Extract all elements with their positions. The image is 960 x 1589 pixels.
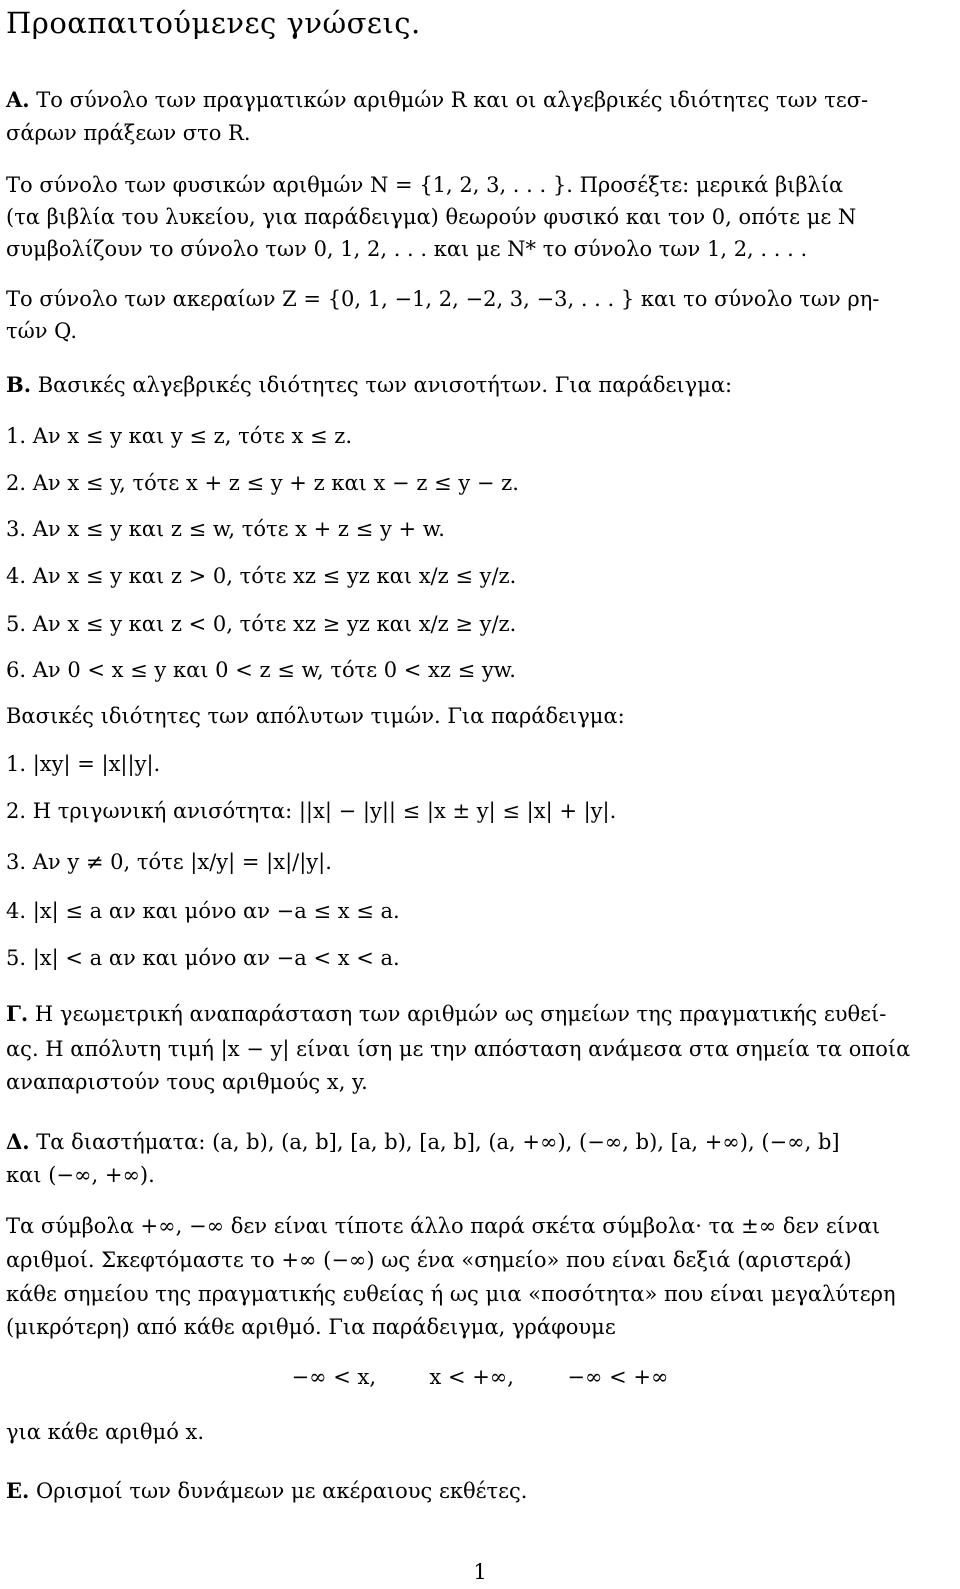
section-c-line-1 [6, 1000, 952, 1028]
section-c-text-1: Η γεωμετρική αναπαράσταση των αριθμών ως σημείων της πραγματικής ευθεί- [28, 1002, 887, 1026]
absolute-value-item: 2. Η τριγωνική ανισότητα: ||x| − |y|| ≤ |x ± y| ≤ |x| + |y|. [6, 799, 617, 823]
section-d-line-2: και (−∞, +∞). [6, 1163, 155, 1187]
display-equation: −∞ < x, x < +∞, −∞ < +∞ [291, 1365, 669, 1389]
section-c-line-3: αναπαριστούν τους αριθμούς x, y. [6, 1070, 368, 1094]
absolute-value-item: 1. |xy| = |x||y|. [6, 752, 161, 776]
section-d-text-1: Τα διαστήματα: (a, b), (a, b], [a, b), [a, b], (a, +∞), (−∞, b), [a, +∞), (−∞, b] [29, 1130, 840, 1154]
section-b-intro-text: Βασικές αλγεβρικές ιδιότητες των ανισοτήτων. Για παράδειγμα: [31, 373, 733, 397]
page-number: 1 [473, 1560, 487, 1584]
section-e-text: Ορισμοί των δυνάμεων με ακέραιους εκθέτες. [29, 1479, 528, 1503]
absolute-value-intro: Βασικές ιδιότητες των απόλυτων τιμών. Για παράδειγμα: [6, 704, 625, 728]
section-a-heading: Α. [6, 87, 30, 112]
symbols-paragraph-line: κάθε σημείου της πραγματικής ευθείας ή ως μια «ποσότητα» που είναι μεγαλύτερη [6, 1282, 896, 1306]
naturals-line-2: (τα βιβλία του λυκείου, για παράδειγμα) θεωρούν φυσικό και τον 0, οπότε με N [6, 205, 857, 229]
section-e-heading: Ε. [6, 1478, 30, 1503]
inequality-item: 6. Αν 0 < x ≤ y και 0 < z ≤ w, τότε 0 < xz ≤ yw. [6, 658, 516, 682]
section-c-line-2: ας. Η απόλυτη τιμή |x − y| είναι ίση με την απόσταση ανάμεσα στα σημεία τα οποία [6, 1037, 911, 1061]
section-b-intro [6, 371, 952, 399]
page-title: Προαπαιτούμενες γνώσεις. [6, 6, 421, 40]
naturals-line-1: Το σύνολο των φυσικών αριθμών N = {1, 2, 3, . . . }. Προσέξτε: μερικά βιβλία [6, 173, 844, 197]
section-c-heading: Γ. [6, 1001, 29, 1026]
section-e-line [6, 1477, 952, 1505]
section-d-heading: Δ. [6, 1129, 30, 1154]
symbols-paragraph-line: (μικρότερη) από κάθε αριθμό. Για παράδειγμα, γράφουμε [6, 1315, 616, 1339]
section-d-line-1 [6, 1128, 952, 1156]
inequality-item: 2. Αν x ≤ y, τότε x + z ≤ y + z και x − z ≤ y − z. [6, 471, 519, 495]
symbols-paragraph-line: Τα σύμβολα +∞, −∞ δεν είναι τίποτε άλλο παρά σκέτα σύμβολα· τα ±∞ δεν είναι [6, 1214, 881, 1238]
display-equation-caption: για κάθε αριθμό x. [6, 1420, 205, 1444]
inequality-item: 1. Αν x ≤ y και y ≤ z, τότε x ≤ z. [6, 424, 353, 448]
absolute-value-item: 5. |x| < a αν και μόνο αν −a < x < a. [6, 946, 400, 970]
section-b-heading: Β. [6, 372, 32, 397]
symbols-paragraph-line: αριθμοί. Σκεφτόμαστε το +∞ (−∞) ως ένα «σημείο» που είναι δεξιά (αριστερά) [6, 1248, 852, 1272]
inequality-item: 3. Αν x ≤ y και z ≤ w, τότε x + z ≤ y + w. [6, 517, 445, 541]
section-a-line-2: σάρων πράξεων στο R. [6, 121, 251, 145]
inequality-item: 4. Αν x ≤ y και z > 0, τότε xz ≤ yz και x/z ≤ y/z. [6, 564, 517, 588]
integers-line-2: τών Q. [6, 319, 78, 343]
naturals-line-3: συμβολίζουν το σύνολο των 0, 1, 2, . . . και με N* το σύνολο των 1, 2, . . . . [6, 237, 808, 261]
absolute-value-item: 3. Αν y ≠ 0, τότε |x/y| = |x|/|y|. [6, 850, 332, 874]
section-a-line-1 [6, 86, 952, 114]
section-a-text-1: Το σύνολο των πραγματικών αριθμών R και οι αλγεβρικές ιδιότητες των τεσ- [29, 88, 869, 112]
integers-line-1: Το σύνολο των ακεραίων Z = {0, 1, −1, 2, −2, 3, −3, . . . } και το σύνολο των ρη- [6, 287, 880, 311]
inequality-item: 5. Αν x ≤ y και z < 0, τότε xz ≥ yz και x/z ≥ y/z. [6, 612, 517, 636]
absolute-value-item: 4. |x| ≤ a αν και μόνο αν −a ≤ x ≤ a. [6, 899, 400, 923]
